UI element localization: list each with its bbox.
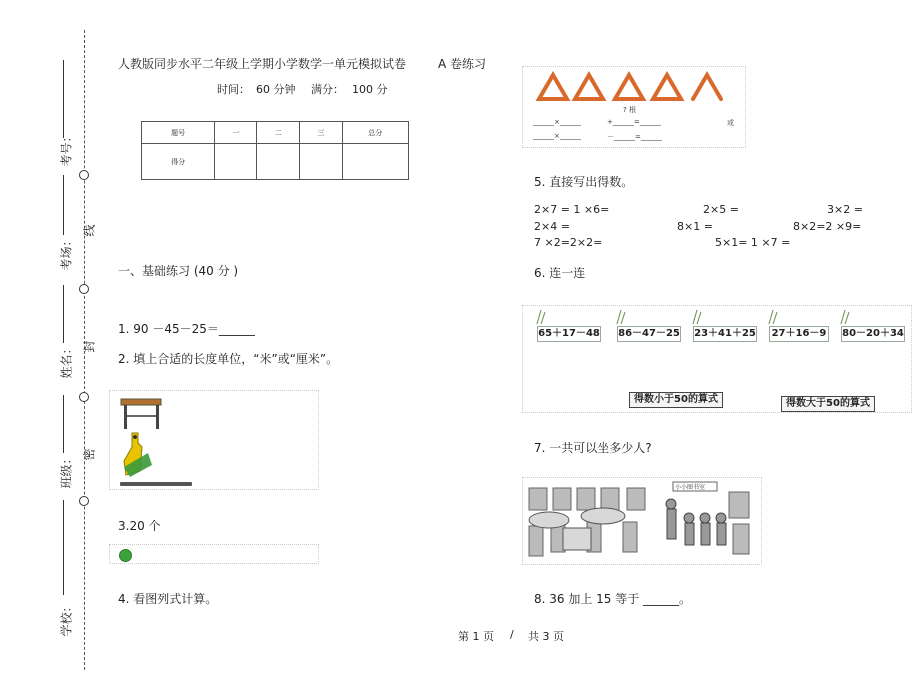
q6-card-1 [537,326,601,342]
q5-row2-c: 8×2=2 ×9= [793,220,862,233]
carrot-decorations [523,306,911,326]
total-pages: 共 3 页 [528,630,564,643]
page-separator: / [510,628,514,641]
question-3: 3.20 个 [118,519,161,533]
kaochang-line [63,175,64,235]
classroom-tables-image [523,478,759,562]
binding-circle [79,496,89,506]
mi-mark: 密 [82,448,97,461]
q6-card-3-text: 23＋41＋25 [694,328,756,339]
score-header-1: 一 [215,122,257,144]
q7-figure [522,477,762,565]
score-cell[interactable] [342,144,408,180]
giraffe-toy-image [118,431,158,481]
exam-title: 人教版同步水平二年级上学期小学数学一单元模拟试卷 [118,57,407,71]
xuexiao-line [63,500,64,595]
q2-figure [109,390,319,490]
q5-row2-a: 2×4 = [534,220,570,233]
score-cell[interactable] [215,144,257,180]
time-label: 时间： [217,83,250,96]
q4-line1-add: +______=______ [607,118,661,126]
score-cell[interactable] [300,144,342,180]
score-cell[interactable] [257,144,300,180]
score-row-label: 得分 [142,144,215,180]
binding-circle [79,284,89,294]
binding-circle [79,392,89,402]
xuexiao-label: 学校： [59,600,74,637]
q5-row3-a: 7 ×2=2×2= [534,236,603,249]
q6-card-2-text: 86－47－25 [618,328,680,339]
exam-variant: A 卷练习 [438,57,487,71]
q4-question-label: ? 根 [623,106,636,114]
page-number: 第 1 页 [458,630,494,643]
question-6: 6. 连一连 [534,266,586,280]
question-8: 8. 36 加上 15 等于 ______。 [534,592,692,606]
question-1: 1. 90 －45－25＝______ [118,322,255,336]
kaohao-line [63,60,64,138]
q4-figure [522,66,746,148]
q4-line1-multiply: ______×______ [533,118,581,126]
feng-mark: 封 [82,340,97,353]
green-ball-image [119,549,132,562]
q6-box-less-than-50: 得数小于50的算式 [629,392,723,408]
q3-figure [109,544,319,564]
q6-card-3 [693,326,757,342]
xian-mark: 线 [82,224,97,237]
question-4: 4. 看图列式计算。 [118,592,218,606]
banji-line [63,395,64,453]
q6-box-greater-than-50: 得数大于50的算式 [781,396,875,412]
question-5: 5. 直接写出得数。 [534,175,634,189]
q4-or: 或 [727,119,734,127]
q5-row1-b: 2×5 = [703,203,739,216]
score-header-tihao: 题号 [142,122,215,144]
score-table [141,121,409,180]
binding-circle [79,170,89,180]
q5-row1-c: 3×2 = [827,203,863,216]
banji-label: 班级： [59,452,74,489]
q5-row1-a: 2×7 = 1 ×6= [534,203,610,216]
pencil-image [120,482,192,486]
score-header-3: 三 [300,122,342,144]
score-header-total: 总分 [342,122,408,144]
section-1-heading: 一、基础练习 (40 分 ) [118,264,239,278]
q7-sign: 小小图书室 [675,484,706,491]
q6-card-5 [841,326,905,342]
xingming-line [63,285,64,343]
full-score-label: 满分： [311,83,344,96]
q5-row2-b: 8×1 = [677,220,713,233]
q6-card-5-text: 80－20＋34 [842,328,904,339]
q6-card-1-text: 65＋17－48 [538,328,600,339]
kaochang-label: 考场： [59,234,74,271]
xingming-label: 姓名： [59,342,74,379]
q6-card-4-text: 27＋16－9 [771,328,827,339]
q4-line2-subtract: －______=______ [607,133,662,141]
desk-image [118,393,168,433]
kaohao-label: 考号： [59,130,74,167]
q6-card-2 [617,326,681,342]
q4-line2-multiply: ______×______ [533,132,581,140]
stick-triangles-image [533,69,743,103]
q6-figure [522,305,912,413]
score-header-2: 二 [257,122,300,144]
q6-card-4 [769,326,829,342]
full-score-value: 100 分 [352,83,388,96]
q5-row3-b: 5×1= 1 ×7 = [715,236,791,249]
question-2: 2. 填上合适的长度单位，“米”或“厘米”。 [118,352,339,366]
time-value: 60 分钟 [256,83,296,96]
question-7: 7. 一共可以坐多少人? [534,441,652,455]
